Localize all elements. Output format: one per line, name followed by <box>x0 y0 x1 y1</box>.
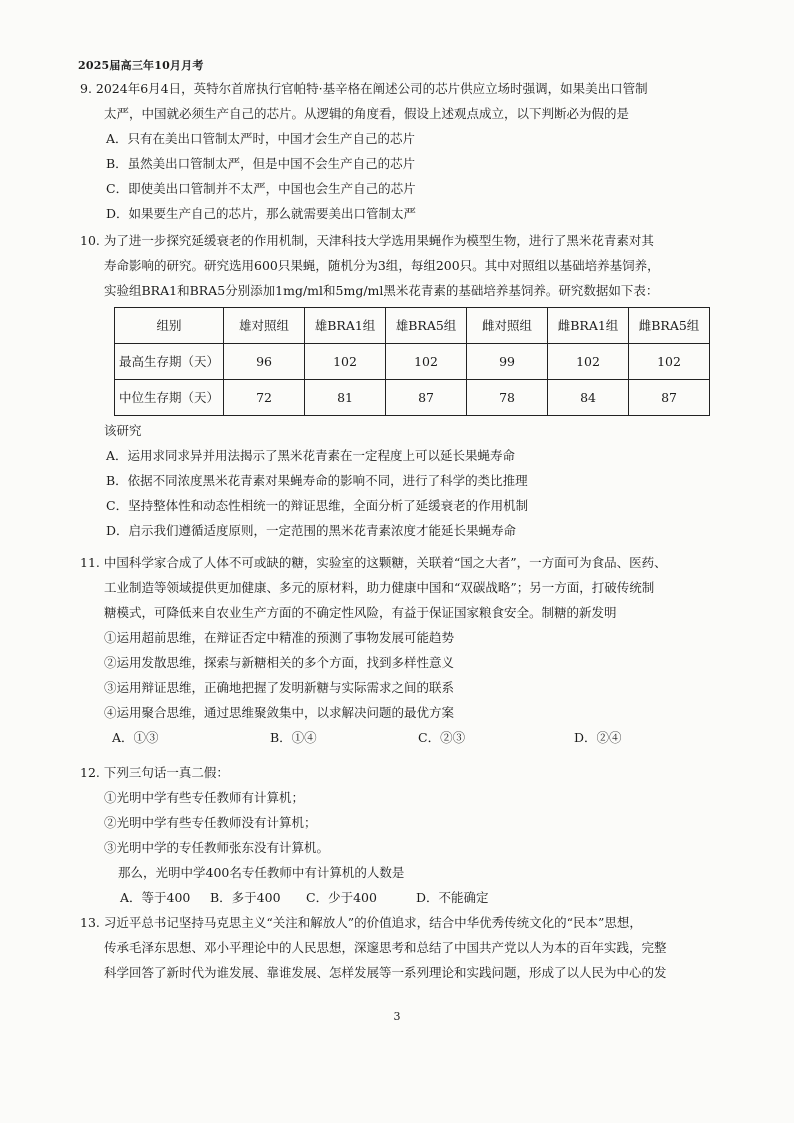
question-13-line: 13. 习近平总书记坚持马克思主义“关注和解放人”的价值追求，结合中华优秀传统文化的“民本”思想， <box>80 915 642 930</box>
table-cell: 102 <box>386 344 467 380</box>
table-header-cell: 雌BRA5组 <box>629 308 710 344</box>
question-12-option-c: C．少于400 <box>306 890 377 905</box>
question-9 <box>80 76 720 226</box>
question-12 <box>80 760 720 910</box>
question-11-option-c: C．②③ <box>418 730 466 745</box>
question-11-option-a: A．①③ <box>112 730 159 745</box>
table-cell: 99 <box>467 344 548 380</box>
table-cell: 84 <box>548 380 629 416</box>
question-11-option-d: D．②④ <box>574 730 622 745</box>
question-12-options <box>80 885 720 910</box>
page-number: 3 <box>393 1010 401 1023</box>
question-12-item: ②光明中学有些专任教师没有计算机； <box>104 815 317 830</box>
table-header-cell: 组别 <box>115 308 224 344</box>
question-13 <box>80 910 720 985</box>
survival-table <box>114 307 710 416</box>
table-cell: 102 <box>548 344 629 380</box>
table-cell: 78 <box>467 380 548 416</box>
question-11-item: ③运用辩证思维，正确地把握了发明新糖与实际需求之间的联系 <box>104 680 455 695</box>
table-cell: 96 <box>224 344 305 380</box>
question-11-item: ①运用超前思维，在辩证否定中精准的预测了事物发展可能趋势 <box>104 630 455 645</box>
question-10-option-a: A．运用求同求异并用法揭示了黑米花青素在一定程度上可以延长果蝇寿命 <box>106 448 516 463</box>
question-9-option-a: A．只有在美出口管制太严时，中国才会生产自己的芯片 <box>106 131 416 146</box>
table-cell: 102 <box>305 344 386 380</box>
table-cell: 81 <box>305 380 386 416</box>
question-13-line: 传承毛泽东思想、邓小平理论中的人民思想，深邃思考和总结了中国共产党以人为本的百年实践，完整 <box>104 940 667 955</box>
question-12-item: ③光明中学的专任教师张东没有计算机。 <box>104 840 330 855</box>
table-cell: 中位生存期（天） <box>115 380 224 416</box>
table-cell: 87 <box>386 380 467 416</box>
question-10-stem: 该研究 <box>104 423 142 438</box>
question-11 <box>80 550 720 750</box>
question-9-option-d: D．如果要生产自己的芯片，那么就需要美出口管制太严 <box>106 206 417 221</box>
question-11-item: ④运用聚合思维，通过思维聚敛集中，以求解决问题的最优方案 <box>104 705 455 720</box>
question-10 <box>80 228 720 543</box>
question-11-line: 糖模式，可降低来自农业生产方面的不确定性风险，有益于保证国家粮食安全。制糖的新发明 <box>104 605 617 620</box>
question-10-line: 10. 为了进一步探究延缓衰老的作用机制，天津科技大学选用果蝇作为模型生物，进行了黑米花青素对其 <box>80 233 654 248</box>
question-10-option-d: D．启示我们遵循适度原则，一定范围的黑米花青素浓度才能延长果蝇寿命 <box>106 523 517 538</box>
question-12-option-a: A．等于400 <box>120 890 191 905</box>
question-11-options <box>80 725 720 750</box>
question-11-line: 11. 中国科学家合成了人体不可或缺的糖，实验室的这颗糖，关联着“国之大者”，一方面可为食品、医药、 <box>80 555 667 570</box>
question-12-question: 那么，光明中学400名专任教师中有计算机的人数是 <box>118 865 405 880</box>
table-row <box>115 344 710 380</box>
table-header-row <box>115 308 710 344</box>
question-9-option-c: C．即使美出口管制并不太严，中国也会生产自己的芯片 <box>106 181 416 196</box>
table-row <box>115 380 710 416</box>
question-11-item: ②运用发散思维，探索与新糖相关的多个方面，找到多样性意义 <box>104 655 455 670</box>
table-cell: 87 <box>629 380 710 416</box>
question-12-line: 12. 下列三句话一真二假： <box>80 765 229 780</box>
question-11-line: 工业制造等领域提供更加健康、多元的原材料，助力健康中国和“双碳战略”；另一方面，打破传统制 <box>104 580 655 595</box>
question-11-option-b: B．①④ <box>270 730 317 745</box>
table-header-cell: 雄BRA1组 <box>305 308 386 344</box>
question-10-option-c: C．坚持整体性和动态性相统一的辩证思维，全面分析了延缓衰老的作用机制 <box>106 498 529 513</box>
question-12-item: ①光明中学有些专任教师有计算机； <box>104 790 305 805</box>
question-13-line: 科学回答了新时代为谁发展、靠谁发展、怎样发展等一系列理论和实践问题，形成了以人民为中心的发 <box>104 965 667 980</box>
question-9-line: 9. 2024年6月4日，英特尔首席执行官帕特·基辛格在阐述公司的芯片供应立场时强调，如果美出口管制 <box>80 81 648 96</box>
table-header-cell: 雌BRA1组 <box>548 308 629 344</box>
table-header-cell: 雄BRA5组 <box>386 308 467 344</box>
question-10-option-b: B．依据不同浓度黑米花青素对果蝇寿命的影响不同，进行了科学的类比推理 <box>106 473 528 488</box>
question-10-line: 实验组BRA1和BRA5分别添加1mg/ml和5mg/ml黑米花青素的基础培养基饲养。研究数据如下表： <box>104 283 659 298</box>
exam-header: 2025届高三年10月月考 <box>78 59 204 72</box>
question-9-line: 太严，中国就必须生产自己的芯片。从逻辑的角度看，假设上述观点成立，以下判断必为假的是 <box>104 106 630 121</box>
table-cell: 102 <box>629 344 710 380</box>
table-cell: 最高生存期（天） <box>115 344 224 380</box>
question-12-option-b: B．多于400 <box>210 890 281 905</box>
question-9-option-b: B．虽然美出口管制太严，但是中国不会生产自己的芯片 <box>106 156 416 171</box>
question-12-option-d: D．不能确定 <box>416 890 489 905</box>
table-cell: 72 <box>224 380 305 416</box>
table-header-cell: 雌对照组 <box>467 308 548 344</box>
table-header-cell: 雄对照组 <box>224 308 305 344</box>
question-10-line: 寿命影响的研究。研究选用600只果蝇，随机分为3组，每组200只。其中对照组以基础培养基饲养， <box>104 258 660 273</box>
